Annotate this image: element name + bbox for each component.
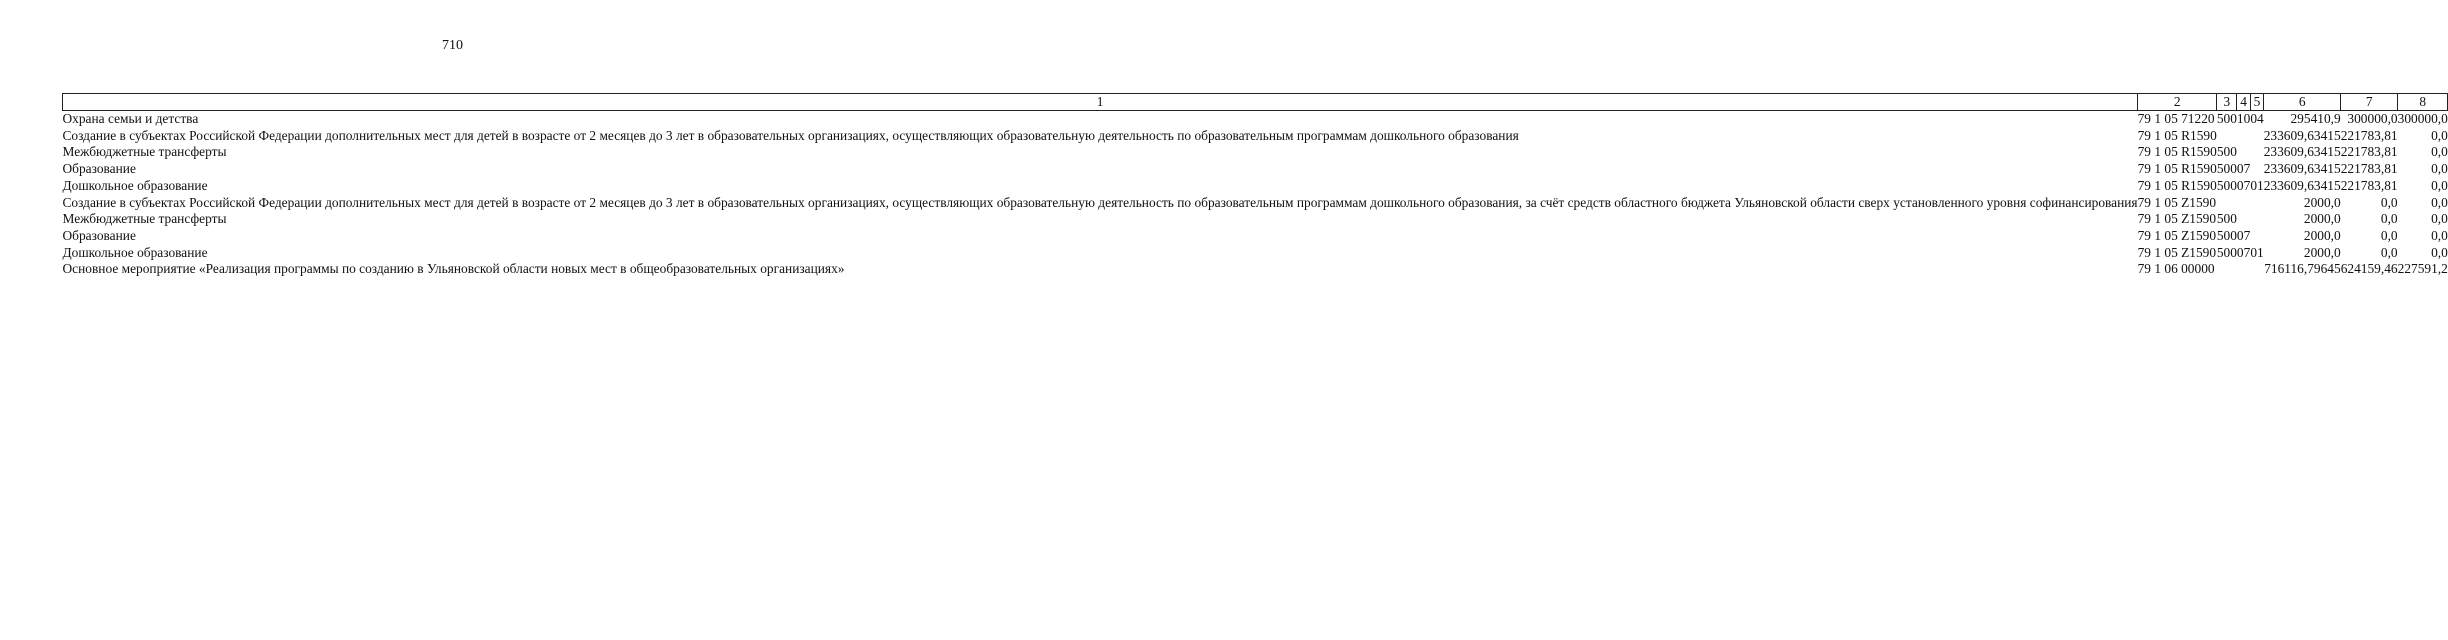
header-col-8: 8 xyxy=(2398,94,2448,111)
table-row xyxy=(63,111,2448,128)
row-value-6: 2000,0 xyxy=(2303,194,2341,210)
row-code: 79 1 05 R1590 xyxy=(2137,161,2217,177)
header-col-5: 5 xyxy=(2250,94,2263,111)
row-subsection xyxy=(2250,261,2263,278)
row-code: 79 1 05 Z1590 xyxy=(2137,227,2217,243)
row-name: Дошкольное образование xyxy=(62,244,208,260)
row-value-6: 2000,0 xyxy=(2303,227,2341,243)
row-section xyxy=(2237,195,2250,212)
table-row xyxy=(63,228,2448,245)
row-value-7: 221783,81 xyxy=(2340,177,2398,193)
row-name: Создание в субъектах Российской Федерации дополнительных мест для детей в возрасте от 2 месяцев до 3 лет в образовательных организациях, осуществляющих образовательную деятельность по образовательным программам дошкольного образования xyxy=(62,127,1519,143)
row-name: Межбюджетные трансферты xyxy=(62,211,227,227)
row-value-6: 233609,63415 xyxy=(2263,127,2341,143)
row-value-8: 0,0 xyxy=(2431,194,2448,210)
row-value-6: 295410,9 xyxy=(2290,111,2341,126)
row-value-7: 221783,81 xyxy=(2340,161,2398,177)
row-value-8: 0,0 xyxy=(2431,177,2448,193)
row-section xyxy=(2237,128,2250,145)
row-group xyxy=(2217,261,2237,278)
row-section xyxy=(2237,211,2250,228)
row-value-7: 624159,46 xyxy=(2340,261,2398,277)
row-group: 500 xyxy=(2216,111,2237,126)
row-value-6: 2000,0 xyxy=(2303,211,2341,227)
header-col-3: 3 xyxy=(2217,94,2237,111)
row-value-7: 300000,0 xyxy=(2347,111,2398,126)
row-group: 500 xyxy=(2216,211,2237,227)
table-row xyxy=(63,211,2448,228)
row-subsection xyxy=(2250,211,2263,228)
header-col-7: 7 xyxy=(2341,94,2398,111)
header-col-6: 6 xyxy=(2264,94,2341,111)
row-code: 79 1 05 R1590 xyxy=(2137,127,2217,143)
row-subsection: 01 xyxy=(2250,244,2264,260)
budget-table xyxy=(62,93,2448,278)
row-group xyxy=(2217,128,2237,145)
table-row xyxy=(63,144,2448,161)
row-section xyxy=(2237,261,2250,278)
row-code: 79 1 06 00000 xyxy=(2137,261,2215,277)
page-number: 710 xyxy=(442,38,463,53)
row-code: 79 1 05 Z1590 xyxy=(2137,244,2217,260)
row-value-8: 0,0 xyxy=(2431,211,2448,227)
table-row xyxy=(63,195,2448,212)
row-group: 500 xyxy=(2216,227,2237,243)
row-name: Образование xyxy=(62,161,136,177)
row-name: Межбюджетные трансферты xyxy=(62,144,227,160)
row-subsection xyxy=(2250,161,2263,178)
row-name: Создание в субъектах Российской Федерации дополнительных мест для детей в возрасте от 2 месяцев до 3 лет в образовательных организациях, осуществляющих образовательную деятельность по образовательным программам дошкольного образования, за счёт средств областного бюджета Ульяновской области сверх установленного уровня софинансирования xyxy=(62,194,2138,210)
row-code: 79 1 05 Z1590 xyxy=(2137,194,2217,210)
table-row xyxy=(63,178,2448,195)
row-subsection xyxy=(2250,144,2263,161)
row-name: Охрана семьи и детства xyxy=(62,111,199,126)
row-value-8: 0,0 xyxy=(2431,144,2448,160)
row-value-8: 0,0 xyxy=(2431,244,2448,260)
row-group: 500 xyxy=(2216,177,2237,193)
row-group: 500 xyxy=(2216,244,2237,260)
row-subsection xyxy=(2250,228,2263,245)
row-section: 07 xyxy=(2236,244,2251,260)
row-group xyxy=(2217,195,2237,212)
row-section: 10 xyxy=(2236,111,2251,126)
row-code: 79 1 05 R1590 xyxy=(2137,144,2217,160)
row-group: 500 xyxy=(2216,144,2237,160)
row-value-7: 0,0 xyxy=(2380,211,2398,227)
row-value-7: 0,0 xyxy=(2380,244,2398,260)
row-value-7: 221783,81 xyxy=(2340,144,2398,160)
row-code: 79 1 05 Z1590 xyxy=(2137,211,2217,227)
row-name: Образование xyxy=(62,227,136,243)
row-section xyxy=(2237,144,2250,161)
row-value-7: 0,0 xyxy=(2380,194,2398,210)
row-section: 07 xyxy=(2236,227,2251,243)
row-group: 500 xyxy=(2216,161,2237,177)
row-value-8: 300000,0 xyxy=(2397,111,2448,126)
row-value-8: 227591,2 xyxy=(2397,261,2448,277)
table-header-row xyxy=(63,94,2448,111)
table-row xyxy=(63,161,2448,178)
row-subsection xyxy=(2250,128,2263,145)
row-value-8: 0,0 xyxy=(2431,127,2448,143)
row-section: 07 xyxy=(2236,177,2251,193)
header-col-1: 1 xyxy=(63,94,2138,111)
row-value-8: 0,0 xyxy=(2431,161,2448,177)
header-col-2: 2 xyxy=(2138,94,2217,111)
table-row xyxy=(63,245,2448,262)
row-subsection xyxy=(2250,195,2263,212)
row-value-6: 233609,63415 xyxy=(2263,144,2341,160)
row-value-6: 233609,63415 xyxy=(2263,161,2341,177)
row-name: Дошкольное образование xyxy=(62,177,208,193)
row-code: 79 1 05 R1590 xyxy=(2137,177,2217,193)
row-value-6: 233609,63415 xyxy=(2263,177,2341,193)
header-col-4: 4 xyxy=(2237,94,2250,111)
row-value-6: 2000,0 xyxy=(2303,244,2341,260)
row-subsection: 01 xyxy=(2250,177,2264,193)
row-value-8: 0,0 xyxy=(2431,227,2448,243)
row-subsection: 04 xyxy=(2250,111,2264,126)
table-row xyxy=(63,261,2448,278)
row-value-7: 221783,81 xyxy=(2340,127,2398,143)
row-code: 79 1 05 71220 xyxy=(2137,111,2215,126)
row-section: 07 xyxy=(2236,161,2251,177)
table-row xyxy=(63,128,2448,145)
row-value-7: 0,0 xyxy=(2380,227,2398,243)
row-name: Основное мероприятие «Реализация программы по созданию в Ульяновской области новых мест в общеобразовательных организациях» xyxy=(62,261,845,277)
row-value-6: 716116,79645 xyxy=(2264,261,2341,277)
